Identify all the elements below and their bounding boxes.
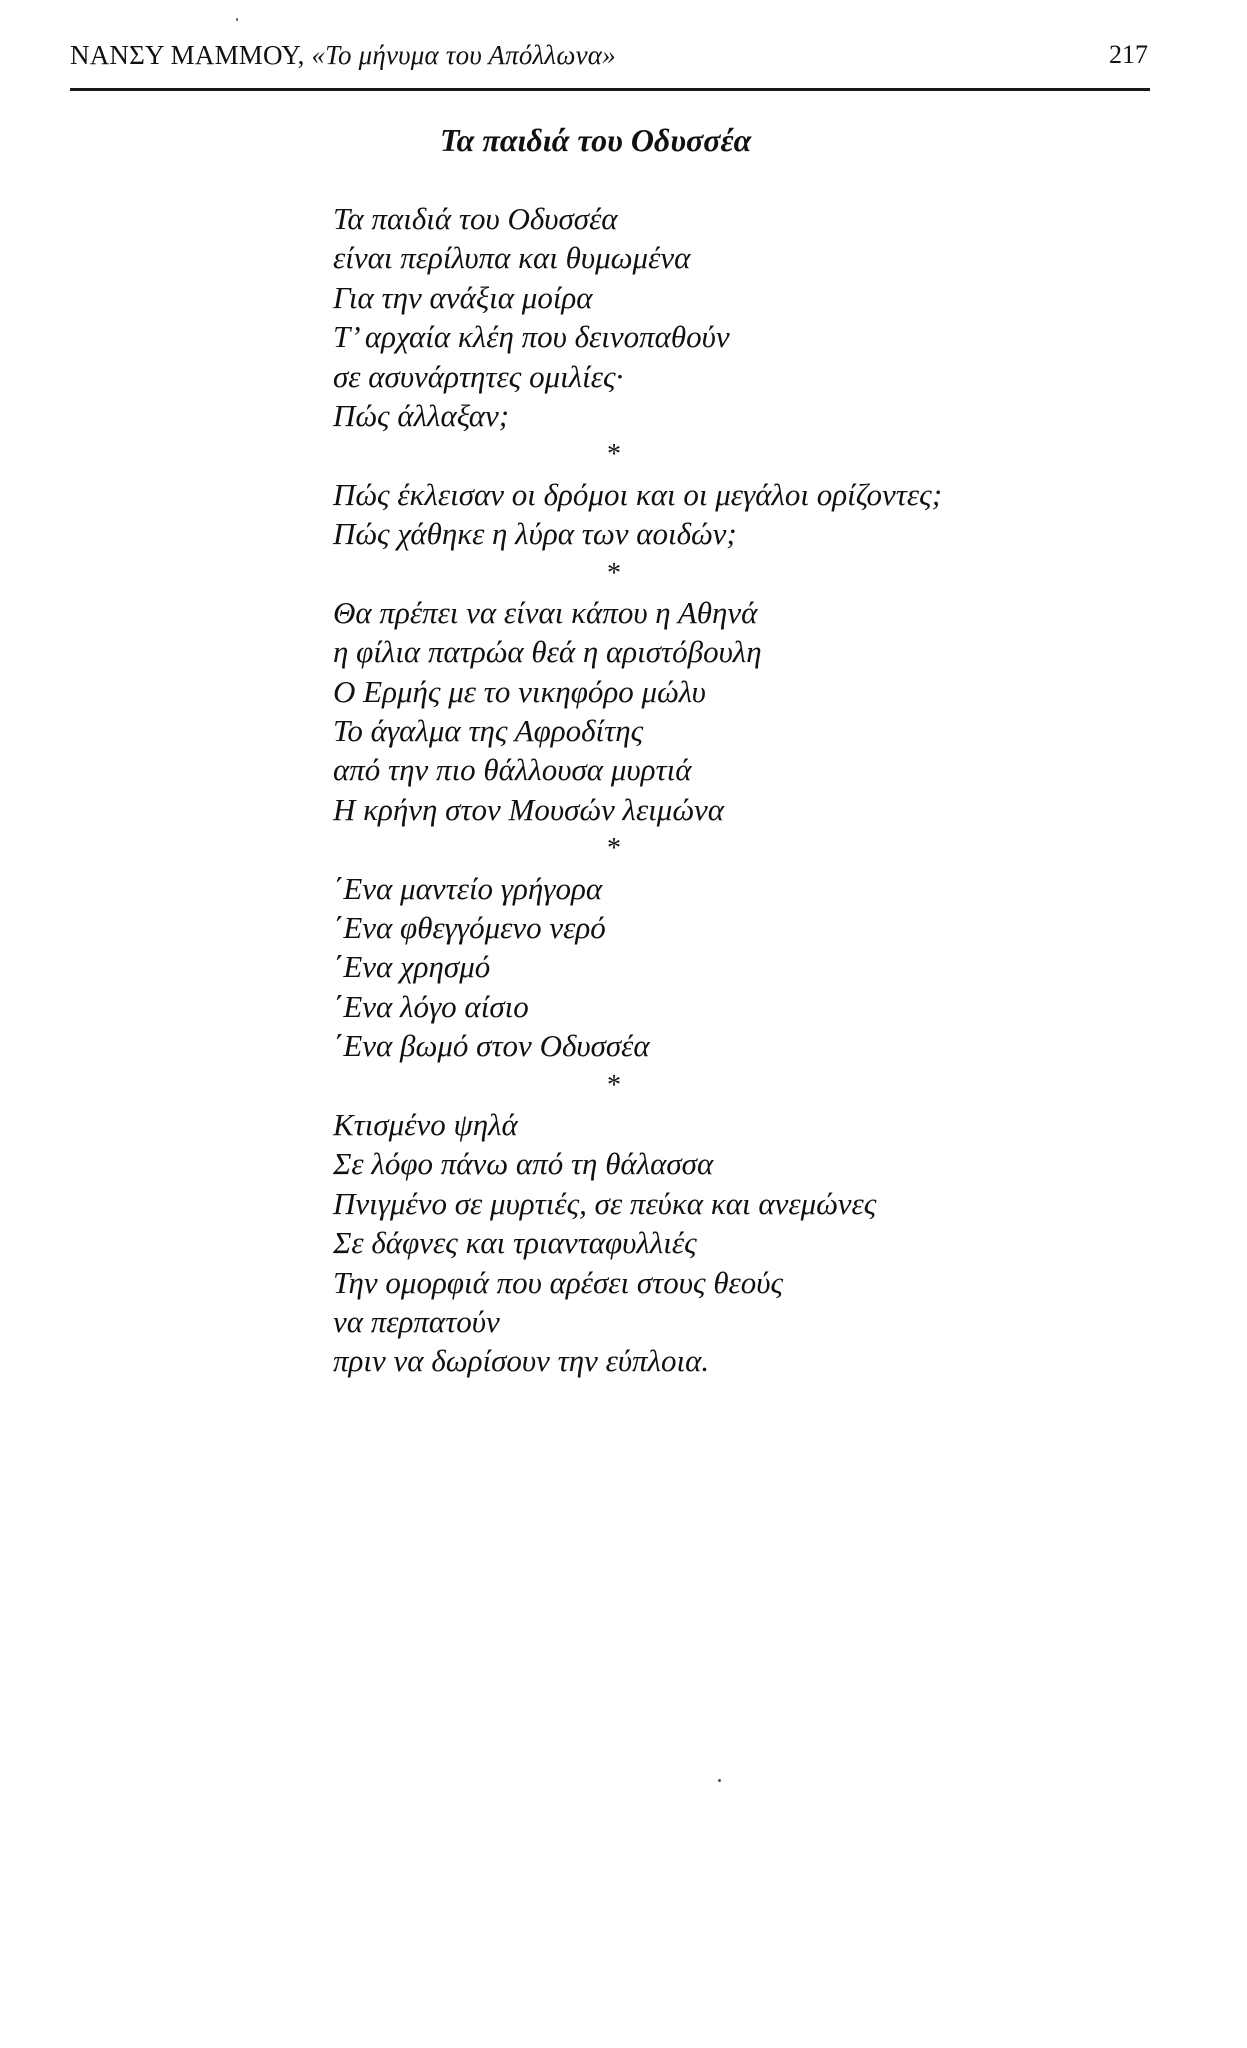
stanza [333,475,1133,554]
poem-line: από την πιο θάλλουσα μυρτιά [333,752,692,788]
poem-line: Θα πρέπει να είναι κάπου η Αθηνά [333,594,758,630]
poem-line: Η κρήνη στον Μουσών λειμώνα [333,791,725,827]
poem-body [333,199,1133,1381]
stanza-separator: * [607,833,621,865]
poem-line: Πώς έκλεισαν οι δρόμοι και οι μεγάλοι ορίζοντες; [333,476,943,512]
stanza [333,1105,1133,1381]
poem-line: Πνιγμένο σε μυρτιές, σε πεύκα και ανεμώνες [333,1185,877,1221]
poem-line: Τ’ αρχαία κλέη που δεινοπαθούν [333,319,730,355]
poem-line: να περπατούν [333,1303,500,1339]
stanza [333,869,1133,1066]
page-number: 217 [1109,40,1148,69]
poem-line: η φίλια πατρώα θεά η αριστόβουλη [333,634,762,670]
poem-line: Ο Ερμής με το νικηφόρο μώλυ [333,673,706,709]
stanza-separator: * [607,1069,621,1101]
stanza [333,199,1133,435]
poem-title: Τα παιδιά του Οδυσσέα [440,122,752,158]
header-author: ΝΑΝΣΥ ΜΑΜΜΟΥ, [70,40,305,70]
poem-line: πριν να δωρίσουν την εύπλοια. [333,1343,710,1379]
stanza [333,593,1133,829]
poem-line: ΄Ενα χρησμό [333,949,491,985]
poem-line: Πώς άλλαξαν; [333,397,510,433]
scan-speck [236,18,238,21]
header-rule [70,88,1150,91]
poem-line: Πώς χάθηκε η λύρα των αοιδών; [333,516,737,552]
poem-line: ΄Ενα βωμό στον Οδυσσέα [333,1028,650,1064]
poem-line: Κτισμένο ψηλά [333,1106,518,1142]
poem-line: Τα παιδιά του Οδυσσέα [333,201,618,236]
scan-speck [718,1779,721,1782]
poem-line: ΄Ενα φθεγγόμενο νερό [333,910,606,946]
poem-line: σε ασυνάρτητες ομιλίες· [333,358,624,394]
poem-line: Την ομορφιά που αρέσει στους θεούς [333,1264,784,1300]
poem-line: Σε δάφνες και τριανταφυλλιές [333,1225,697,1261]
stanza-separator: * [607,439,621,471]
poem-line: Το άγαλμα της Αφροδίτης [333,713,644,749]
poem-line: ΄Ενα λόγο αίσιο [333,988,529,1024]
header-citation [70,40,616,71]
header-work-title: «Το μήνυμα του Απόλλωνα» [311,40,616,70]
stanza-separator: * [607,557,621,589]
poem-line: Σε λόφο πάνω από τη θάλασσα [333,1146,714,1182]
poem-line: Για την ανάξια μοίρα [333,279,593,315]
poem-line: είναι περίλυπα και θυμωμένα [333,240,691,276]
poem-line: ΄Ενα μαντείο γρήγορα [333,870,603,906]
running-header [70,40,1150,80]
